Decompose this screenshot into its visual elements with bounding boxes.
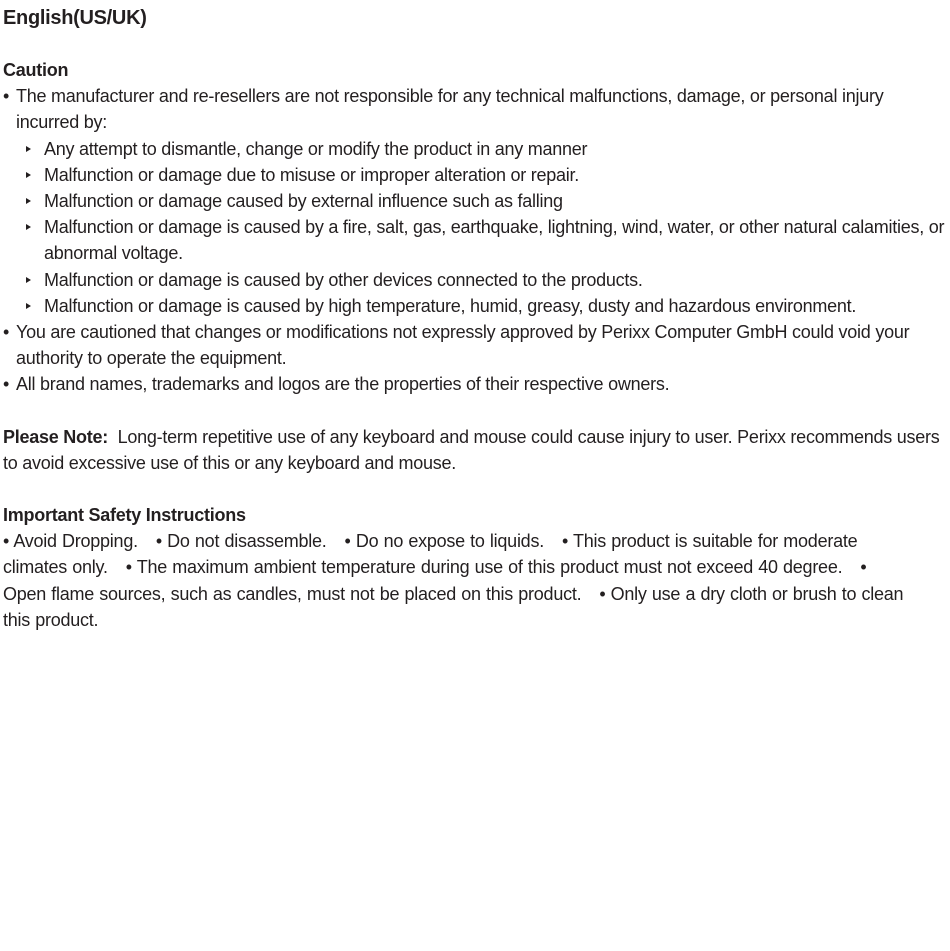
please-note-text: Long-term repetitive use of any keyboard and mouse could cause injury to user. Perixx recommends users to avoid excessive use of this or any keyboard and mouse. (3, 426, 940, 473)
caution-bullet-3 (3, 371, 950, 397)
caution-bullet-1 (3, 83, 950, 135)
list-item (3, 188, 950, 214)
triangle-bullet-icon (26, 172, 31, 178)
bullet-dot: • (155, 531, 162, 552)
triangle-bullet-icon (26, 198, 31, 204)
safety-heading: Important Safety Instructions (3, 505, 246, 526)
bullet-dot: • (561, 531, 569, 552)
list-item (3, 136, 950, 162)
caution-bullet-2-text: You are cautioned that changes or modifications not expressly approved by Perixx Computer GmbH could void your authority to operate the equipment. (16, 322, 910, 369)
caution-bullet-2 (3, 319, 950, 371)
caution-bullet-3-text: All brand names, trademarks and logos are the properties of their respective owners. (16, 374, 670, 395)
sub-item-text: Malfunction or damage is caused by high temperature, humid, greasy, dusty and hazardous environment. (44, 295, 857, 316)
triangle-bullet-icon (26, 277, 31, 283)
bullet-dot: • (3, 86, 10, 107)
safety-item: Only use a dry cloth or brush to clean this product. (3, 583, 904, 630)
please-note-paragraph (3, 424, 950, 476)
list-item (3, 293, 950, 319)
spacer (3, 398, 950, 424)
sub-item-text: Malfunction or damage is caused by a fire, salt, gas, earthquake, lightning, wind, water, or other natural calamities, or abnormal voltage. (44, 217, 945, 264)
safety-item: Do not disassemble. (167, 531, 327, 552)
safety-item: Open flame sources, such as candles, must not be placed on this product. (3, 583, 582, 604)
list-item (3, 214, 950, 266)
safety-item: Avoid Dropping. (13, 531, 138, 552)
safety-item: The maximum ambient temperature during use of this product must not exceed 40 degree. (136, 557, 843, 578)
list-item (3, 162, 950, 188)
bullet-dot: • (599, 583, 606, 604)
caution-sub-list (3, 136, 950, 319)
sub-item-text: Malfunction or damage is caused by other devices connected to the products. (44, 269, 643, 290)
bullet-dot: • (125, 557, 132, 578)
caution-bullet-1-text: The manufacturer and re-resellers are not responsible for any technical malfunctions, damage, or personal injury incurred by: (16, 86, 884, 133)
caution-heading: Caution (3, 60, 69, 80)
list-item (3, 267, 950, 293)
bullet-dot: • (3, 531, 10, 552)
bullet-dot: • (344, 531, 351, 552)
sub-item-text: Malfunction or damage caused by external influence such as falling (44, 191, 563, 212)
language-title: English(US/UK) (3, 7, 147, 29)
please-note-label: Please Note: (3, 426, 109, 447)
safety-instructions (3, 528, 950, 633)
bullet-dot: • (860, 557, 867, 578)
bullet-dot: • (3, 322, 10, 343)
triangle-bullet-icon (26, 146, 31, 152)
bullet-dot: • (3, 374, 10, 395)
triangle-bullet-icon (26, 303, 31, 309)
sub-item-text: Any attempt to dismantle, change or modify the product in any manner (44, 138, 588, 159)
triangle-bullet-icon (26, 224, 31, 230)
safety-item: This product is suitable for moderate climates only. (3, 531, 858, 578)
sub-item-text: Malfunction or damage due to misuse or improper alteration or repair. (44, 164, 580, 185)
safety-item: Do no expose to liquids. (355, 531, 544, 552)
